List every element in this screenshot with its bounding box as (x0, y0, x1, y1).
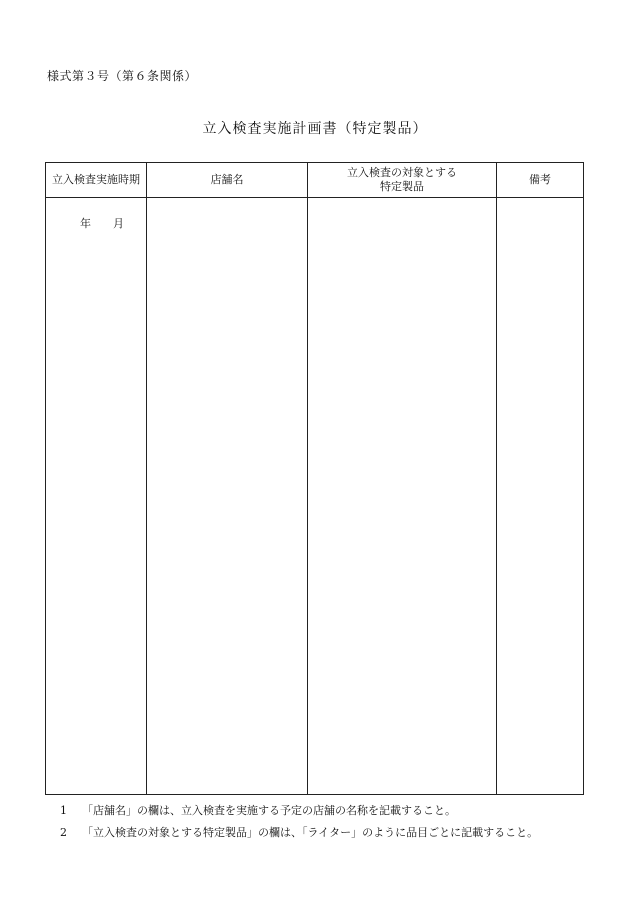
cell-store-name[interactable] (147, 198, 308, 795)
header-target-products (308, 163, 497, 198)
note-text: 「店舗名」の欄は、立入検査を実施する予定の店舗の名称を記載すること。 (82, 804, 456, 817)
form-number: 様式第３号（第６条関係） (47, 69, 198, 83)
header-store-name: 店舗名 (147, 163, 308, 198)
cell-remarks[interactable] (497, 198, 584, 795)
note-number: 1 (60, 804, 67, 817)
period-year-label: 年 (80, 217, 91, 230)
cell-inspection-period[interactable] (46, 198, 147, 795)
header-inspection-period: 立入検査実施時期 (46, 163, 147, 198)
header-target-products-line1: 立入検査の対象とする (347, 166, 457, 179)
document-title: 立入検査実施計画書（特定製品） (202, 121, 428, 137)
inspection-plan-table (45, 162, 584, 795)
note-number: 2 (60, 826, 67, 839)
table-row (46, 198, 584, 795)
cell-target-products[interactable] (308, 198, 497, 795)
note-item-1 (60, 800, 538, 822)
header-remarks: 備考 (497, 163, 584, 198)
notes-section (60, 800, 538, 844)
header-target-products-line2: 特定製品 (380, 180, 424, 193)
note-text: 「立入検査の対象とする特定製品」の欄は、「ライター」のように品目ごとに記載すること。 (82, 826, 539, 839)
note-item-2 (60, 822, 538, 844)
table-header-row (46, 163, 584, 198)
period-month-label: 月 (113, 217, 124, 230)
period-value (46, 198, 146, 231)
